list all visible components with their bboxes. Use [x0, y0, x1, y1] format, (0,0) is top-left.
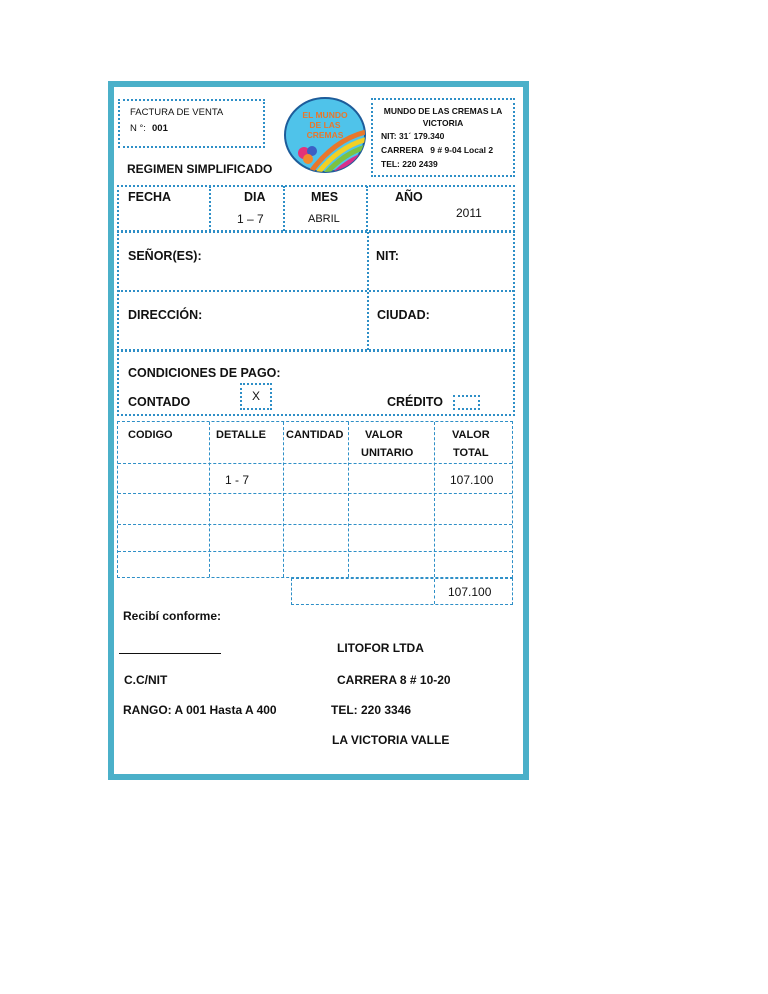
business-name-1: MUNDO DE LAS CREMAS LA: [383, 106, 503, 116]
col-cantidad: CANTIDAD: [286, 429, 344, 441]
senores-label: SEÑOR(ES):: [128, 249, 202, 263]
dia-value: 1 – 7: [237, 212, 264, 226]
printer-name: LITOFOR LTDA: [337, 641, 424, 655]
svg-text:DE LAS: DE LAS: [309, 120, 341, 130]
row1-detalle: 1 - 7: [225, 473, 250, 487]
col-codigo: CODIGO: [128, 429, 173, 441]
invoice-title: FACTURA DE VENTA: [130, 107, 224, 118]
invoice-number: 001: [152, 123, 168, 134]
svg-text:EL MUNDO: EL MUNDO: [302, 110, 348, 120]
cc-nit: C.C/NIT: [124, 673, 168, 687]
fecha-label: FECHA: [128, 190, 172, 204]
invoice-number-label: N °:: [130, 123, 146, 134]
business-tel: TEL: 220 2439: [381, 159, 438, 169]
direccion-label: DIRECCIÓN:: [128, 308, 203, 322]
printer-tel: TEL: 220 3346: [331, 703, 412, 717]
recibi-conforme: Recibí conforme:: [123, 609, 222, 623]
col-valor-unitario-2: UNITARIO: [361, 447, 414, 459]
signature-line: [119, 653, 221, 654]
ciudad-label: CIUDAD:: [377, 308, 430, 322]
credito-label: CRÉDITO: [387, 395, 444, 409]
items-table: [117, 421, 513, 578]
mes-value: ABRIL: [308, 213, 340, 225]
dia-label: DIA: [244, 190, 266, 204]
ano-label: AÑO: [395, 190, 423, 204]
payment-conditions-label: CONDICIONES DE PAGO:: [128, 366, 281, 380]
logo: [282, 95, 368, 175]
business-nit: NIT: 31´ 179.340: [381, 131, 445, 141]
printer-city: LA VICTORIA VALLE: [332, 733, 450, 747]
client-nit-label: NIT:: [376, 249, 399, 263]
row1-valor-total: 107.100: [450, 473, 494, 487]
business-name-2: VICTORIA: [422, 118, 464, 128]
contado-mark: X: [251, 389, 260, 403]
regime-label: REGIMEN SIMPLIFICADO: [127, 162, 273, 176]
rango: RANGO: A 001 Hasta A 400: [123, 703, 277, 717]
col-valor-unitario-1: VALOR: [365, 429, 403, 441]
col-valor-total-1: VALOR: [452, 429, 490, 441]
business-address: CARRERA 9 # 9-04 Local 2: [381, 145, 494, 155]
total-value: 107.100: [448, 585, 492, 599]
ano-value: 2011: [456, 206, 482, 220]
contado-label: CONTADO: [128, 395, 191, 409]
svg-text:CREMAS: CREMAS: [306, 130, 344, 140]
col-valor-total-2: TOTAL: [453, 447, 489, 459]
printer-address: CARRERA 8 # 10-20: [337, 673, 451, 687]
mes-label: MES: [311, 190, 339, 204]
credito-checkbox[interactable]: [453, 395, 480, 410]
col-detalle: DETALLE: [216, 429, 266, 441]
